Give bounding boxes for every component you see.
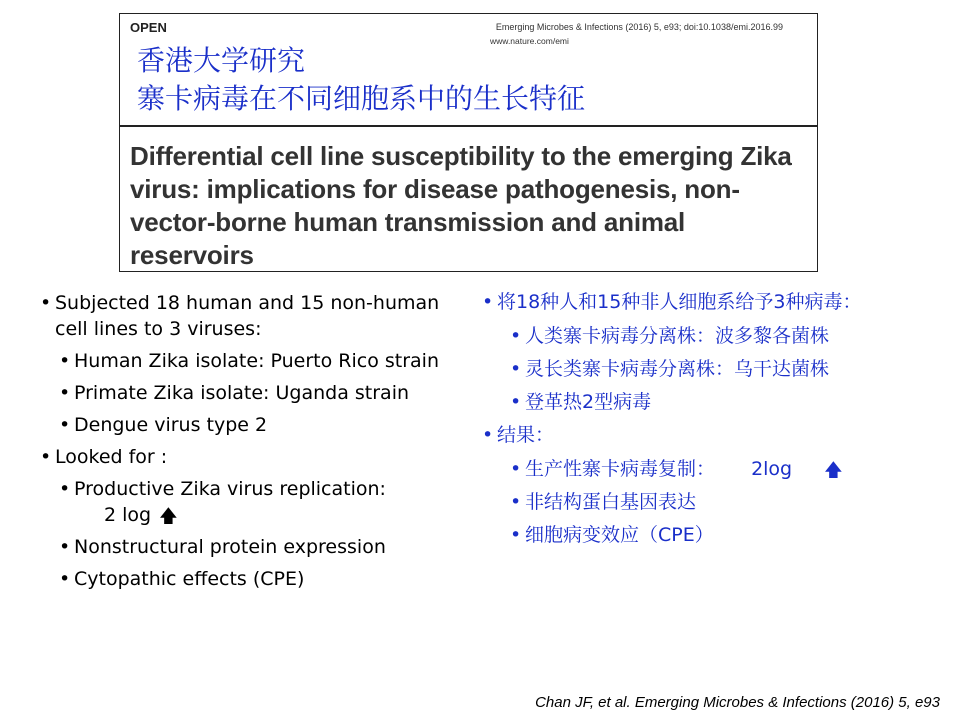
cn-sub-bullet-cpe: • 细胞病变效应（CPE）: [482, 521, 942, 549]
sub-bullet-replication: [40, 476, 460, 528]
header-divider: [120, 125, 817, 127]
open-access-label: OPEN: [130, 20, 167, 35]
sub-bullet-nonstructural: • Nonstructural protein expression: [40, 534, 460, 560]
sub-bullet-cpe: • Cytopathic effects (CPE): [40, 566, 460, 592]
chinese-bullet-list: [482, 288, 942, 554]
cn-sub-bullet-nonstructural: • 非结构蛋白基因表达: [482, 488, 942, 516]
arrow-up-icon: 🡅: [159, 506, 178, 527]
cn-bullet-subjected: • 将18种人和15种非人细胞系给予3种病毒：: [482, 288, 942, 316]
paper-header-image: [119, 13, 818, 272]
bullet-looked-for: • Looked for :: [40, 444, 460, 470]
cn-sub-bullet-replication: [482, 455, 942, 483]
chinese-title: [137, 42, 585, 118]
cn-bullet-results: • 结果：: [482, 421, 942, 449]
cn-sub-bullet-human-zika: • 人类寨卡病毒分离株：波多黎各菌株: [482, 322, 942, 350]
cn-replication-value: 2log: [751, 458, 793, 480]
citation-footer: Chan JF, et al. Emerging Microbes & Infections (2016) 5, e93: [535, 694, 940, 711]
replication-label: Productive Zika virus replication:: [74, 478, 386, 500]
cn-arrow-up-icon: 🡅: [824, 460, 843, 481]
sub-bullet-dengue: • Dengue virus type 2: [40, 412, 460, 438]
chinese-title-line-1: 香港大学研究: [137, 44, 306, 77]
bullet-subjected: • Subjected 18 human and 15 non-human cell lines to 3 viruses:: [40, 290, 460, 342]
sub-bullet-human-zika: • Human Zika isolate: Puerto Rico strain: [40, 348, 460, 374]
journal-url: www.nature.com/emi: [490, 36, 569, 46]
sub-bullet-primate-zika: • Primate Zika isolate: Uganda strain: [40, 380, 460, 406]
chinese-title-line-2: 寨卡病毒在不同细胞系中的生长特征: [137, 82, 586, 115]
cn-sub-bullet-dengue: • 登革热2型病毒: [482, 388, 942, 416]
cn-replication-label: 生产性寨卡病毒复制：: [525, 458, 716, 480]
cn-sub-bullet-primate-zika: • 灵长类寨卡病毒分离株：乌干达菌株: [482, 355, 942, 383]
journal-citation-line: Emerging Microbes & Infections (2016) 5, e93; doi:10.1038/emi.2016.99: [495, 22, 783, 32]
english-paper-title: Differential cell line susceptibility to the emerging Zika virus: implications for disease pathogenesis, non-vector-borne human transmission and animal reservoirs: [130, 141, 792, 270]
english-bullet-list: [40, 290, 460, 598]
replication-value: 2 log: [104, 504, 152, 526]
